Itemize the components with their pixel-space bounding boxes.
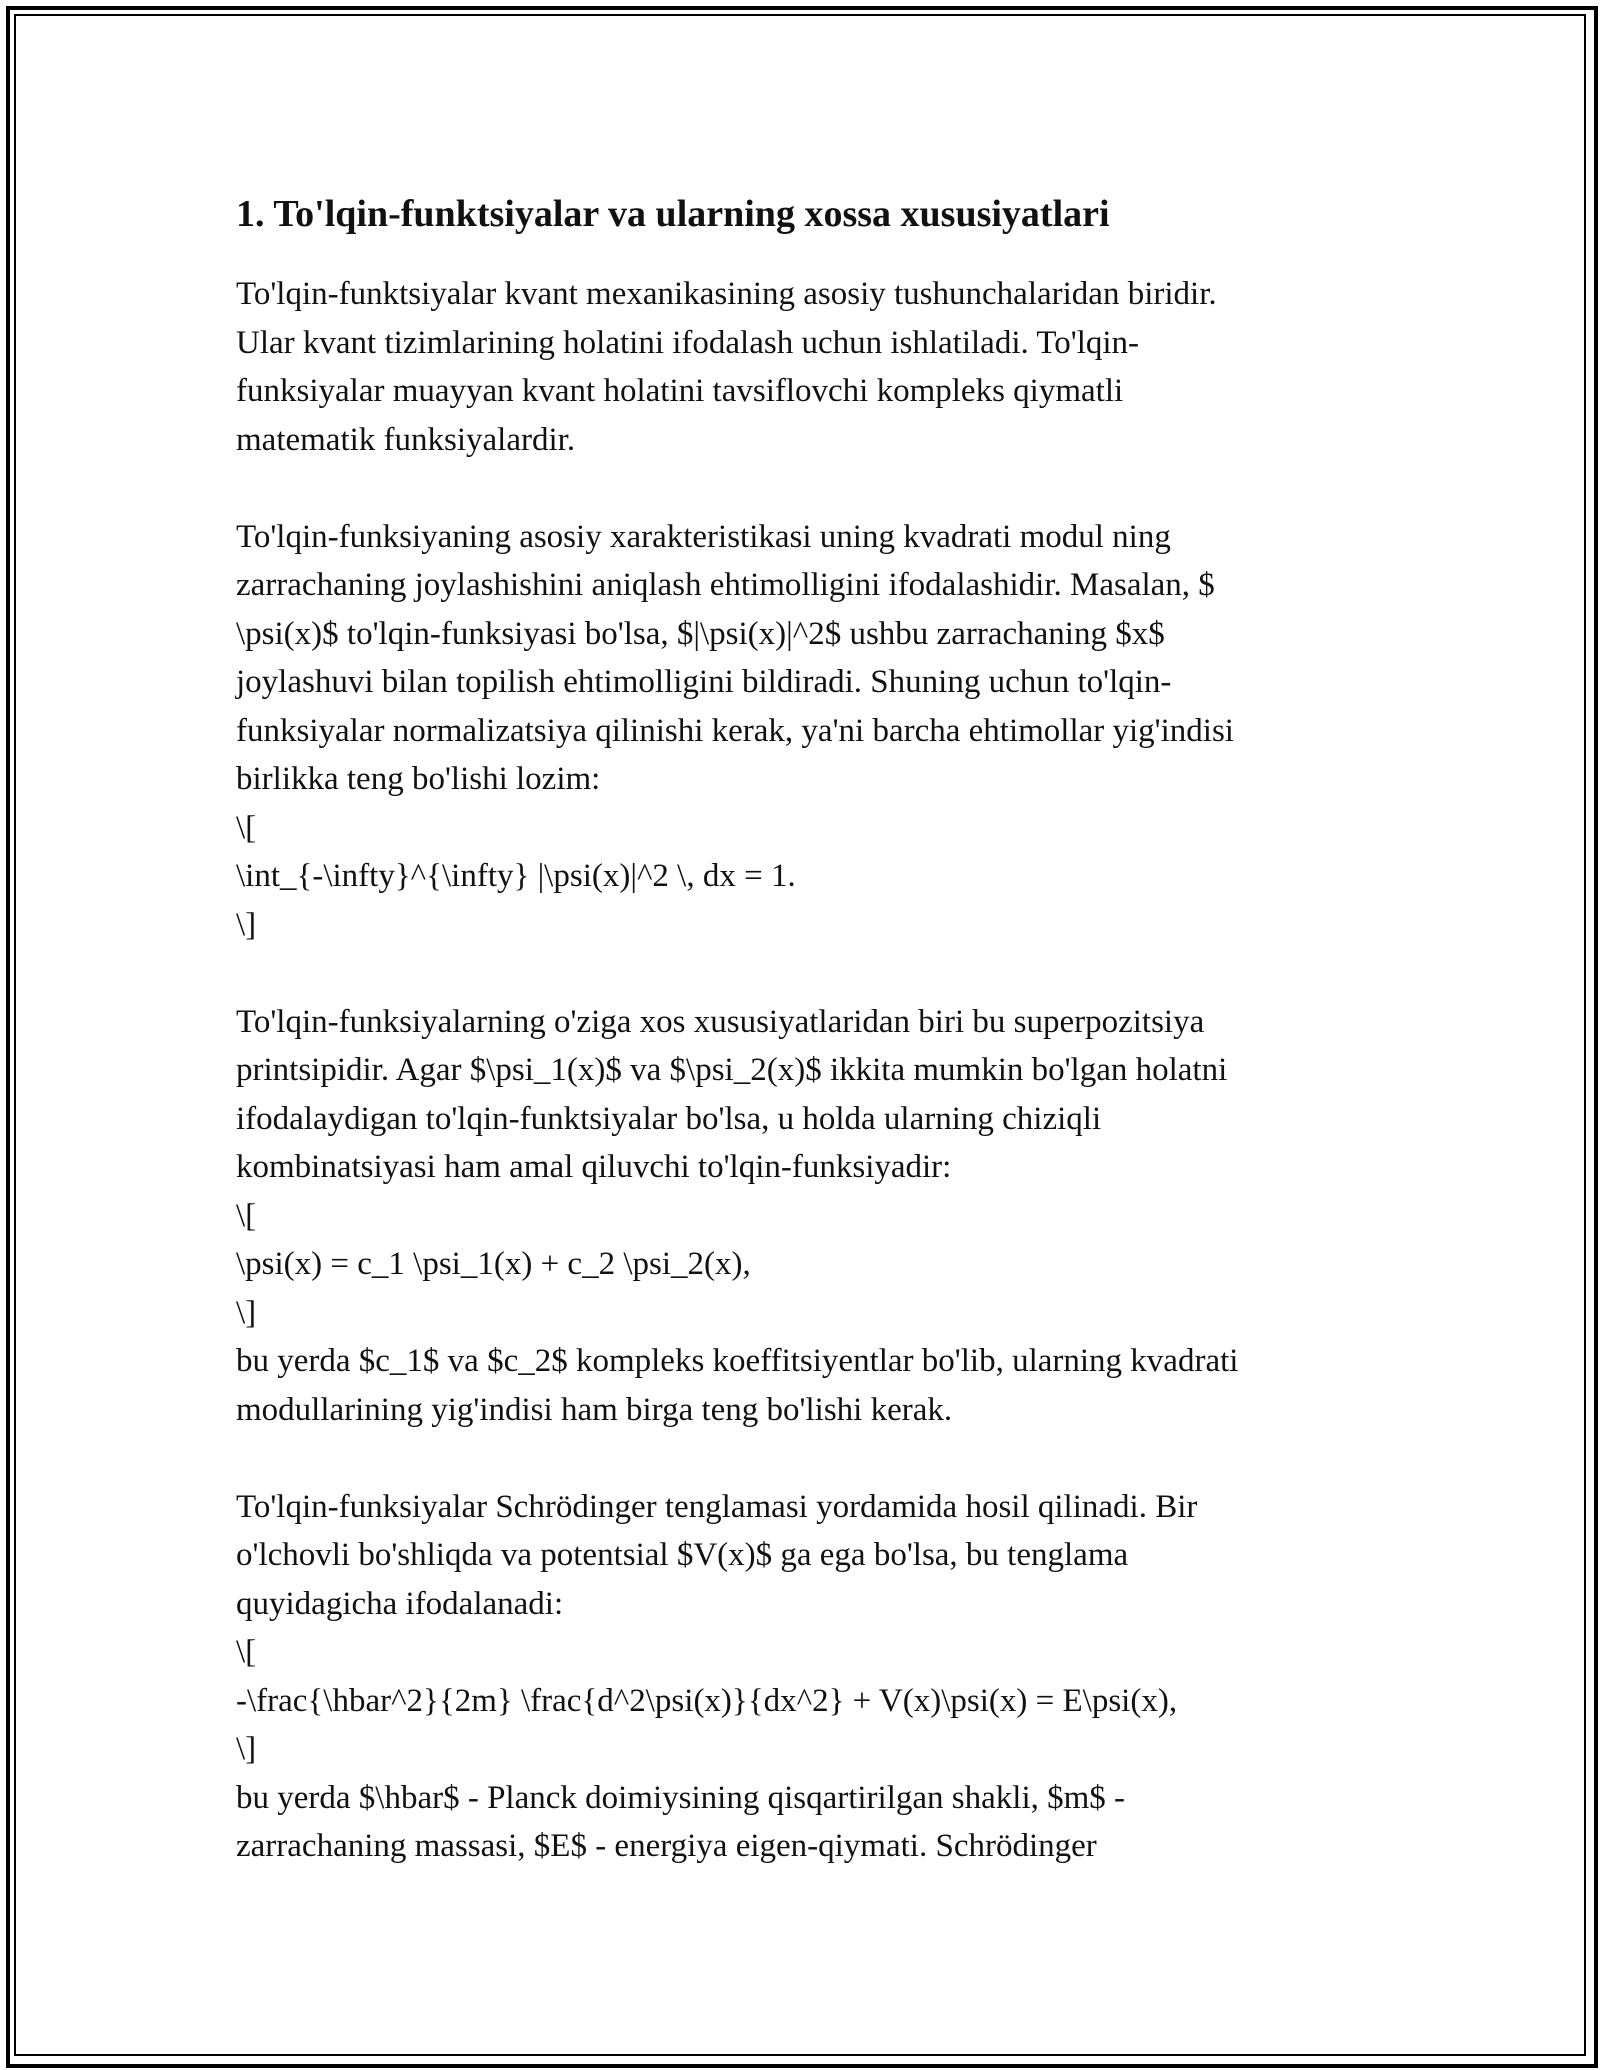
body-text — [236, 270, 1366, 1871]
text-line: \psi(x)$ to'lqin-funksiyasi bo'lsa, $|\psi(x)|^2$ ushbu zarrachaning $x$ — [236, 615, 1165, 652]
text-line: \] — [236, 1294, 257, 1331]
text-line: \[ — [236, 1634, 257, 1670]
text-line: modullarining yig'indisi ham birga teng bo'lishi kerak. — [236, 1391, 953, 1428]
text-line: birlikka teng bo'lishi lozim: — [236, 761, 601, 797]
blank-line — [236, 1434, 1366, 1483]
text-line: kombinatsiyasi ham amal qiluvchi to'lqin-funksiyadir: — [236, 1149, 952, 1185]
blank-line — [236, 949, 1366, 998]
blank-line — [236, 464, 1366, 513]
text-line: To'lqin-funktsiyalar kvant mexanikasining asosiy tushunchalaridan biridir. — [236, 276, 1217, 312]
text-line: \int_{-\infty}^{\infty} |\psi(x)|^2 \, dx = 1. — [236, 858, 796, 894]
text-line: ifodalaydigan to'lqin-funktsiyalar bo'lsa, u holda ularning chiziqli — [236, 1100, 1102, 1137]
text-line: funksiyalar muayyan kvant holatini tavsiflovchi kompleks qiymatli — [236, 373, 1124, 409]
text-line: o'lchovli bo'shliqda va potentsial $V(x)$ ga ega bo'lsa, bu tenglama — [236, 1537, 1129, 1573]
text-line: \] — [236, 1731, 257, 1767]
text-line: bu yerda $\hbar$ - Planck doimiysining qisqartirilgan shakli, $m$ - — [236, 1779, 1126, 1816]
text-line: \psi(x) = c_1 \psi_1(x) + c_2 \psi_2(x), — [236, 1246, 751, 1282]
text-line: zarrachaning massasi, $E$ - energiya eigen-qiymati. Schrödinger — [236, 1828, 1097, 1864]
text-line: \[ — [236, 809, 257, 846]
text-line: joylashuvi bilan topilish ehtimolligini bildiradi. Shuning uchun to'lqin- — [236, 664, 1172, 700]
text-line: Ular kvant tizimlarining holatini ifodalash uchun ishlatiladi. To'lqin- — [236, 324, 1140, 361]
section-heading: 1. To'lqin-funktsiyalar va ularning xossa xususiyatlari — [236, 193, 1110, 235]
text-line: zarrachaning joylashishini aniqlash ehtimolligini ifodalashidir. Masalan, $ — [236, 567, 1215, 603]
text-line: \] — [236, 906, 257, 943]
text-line: To'lqin-funksiyalarning o'ziga xos xususiyatlaridan biri bu superpozitsiya — [236, 1003, 1205, 1040]
text-line: -\frac{\hbar^2}{2m} \frac{d^2\psi(x)}{dx^2} + V(x)\psi(x) = E\psi(x), — [236, 1682, 1178, 1719]
text-line: printsipidir. Agar $\psi_1(x)$ va $\psi_2(x)$ ikkita mumkin bo'lgan holatni — [236, 1052, 1228, 1088]
text-line: To'lqin-funksiyaning asosiy xarakteristikasi uning kvadrati modul ning — [236, 518, 1171, 555]
document-content — [236, 186, 1366, 1864]
text-line: funksiyalar normalizatsiya qilinishi kerak, ya'ni barcha ehtimollar yig'indisi — [236, 712, 1234, 749]
text-line: matematik funksiyalardir. — [236, 421, 576, 458]
text-line: bu yerda $c_1$ va $c_2$ kompleks koeffitsiyentlar bo'lib, ularning kvadrati — [236, 1343, 1239, 1379]
text-line: To'lqin-funksiyalar Schrödinger tenglamasi yordamida hosil qilinadi. Bir — [236, 1488, 1198, 1525]
text-line: quyidagicha ifodalanadi: — [236, 1585, 564, 1622]
text-line: \[ — [236, 1197, 257, 1234]
